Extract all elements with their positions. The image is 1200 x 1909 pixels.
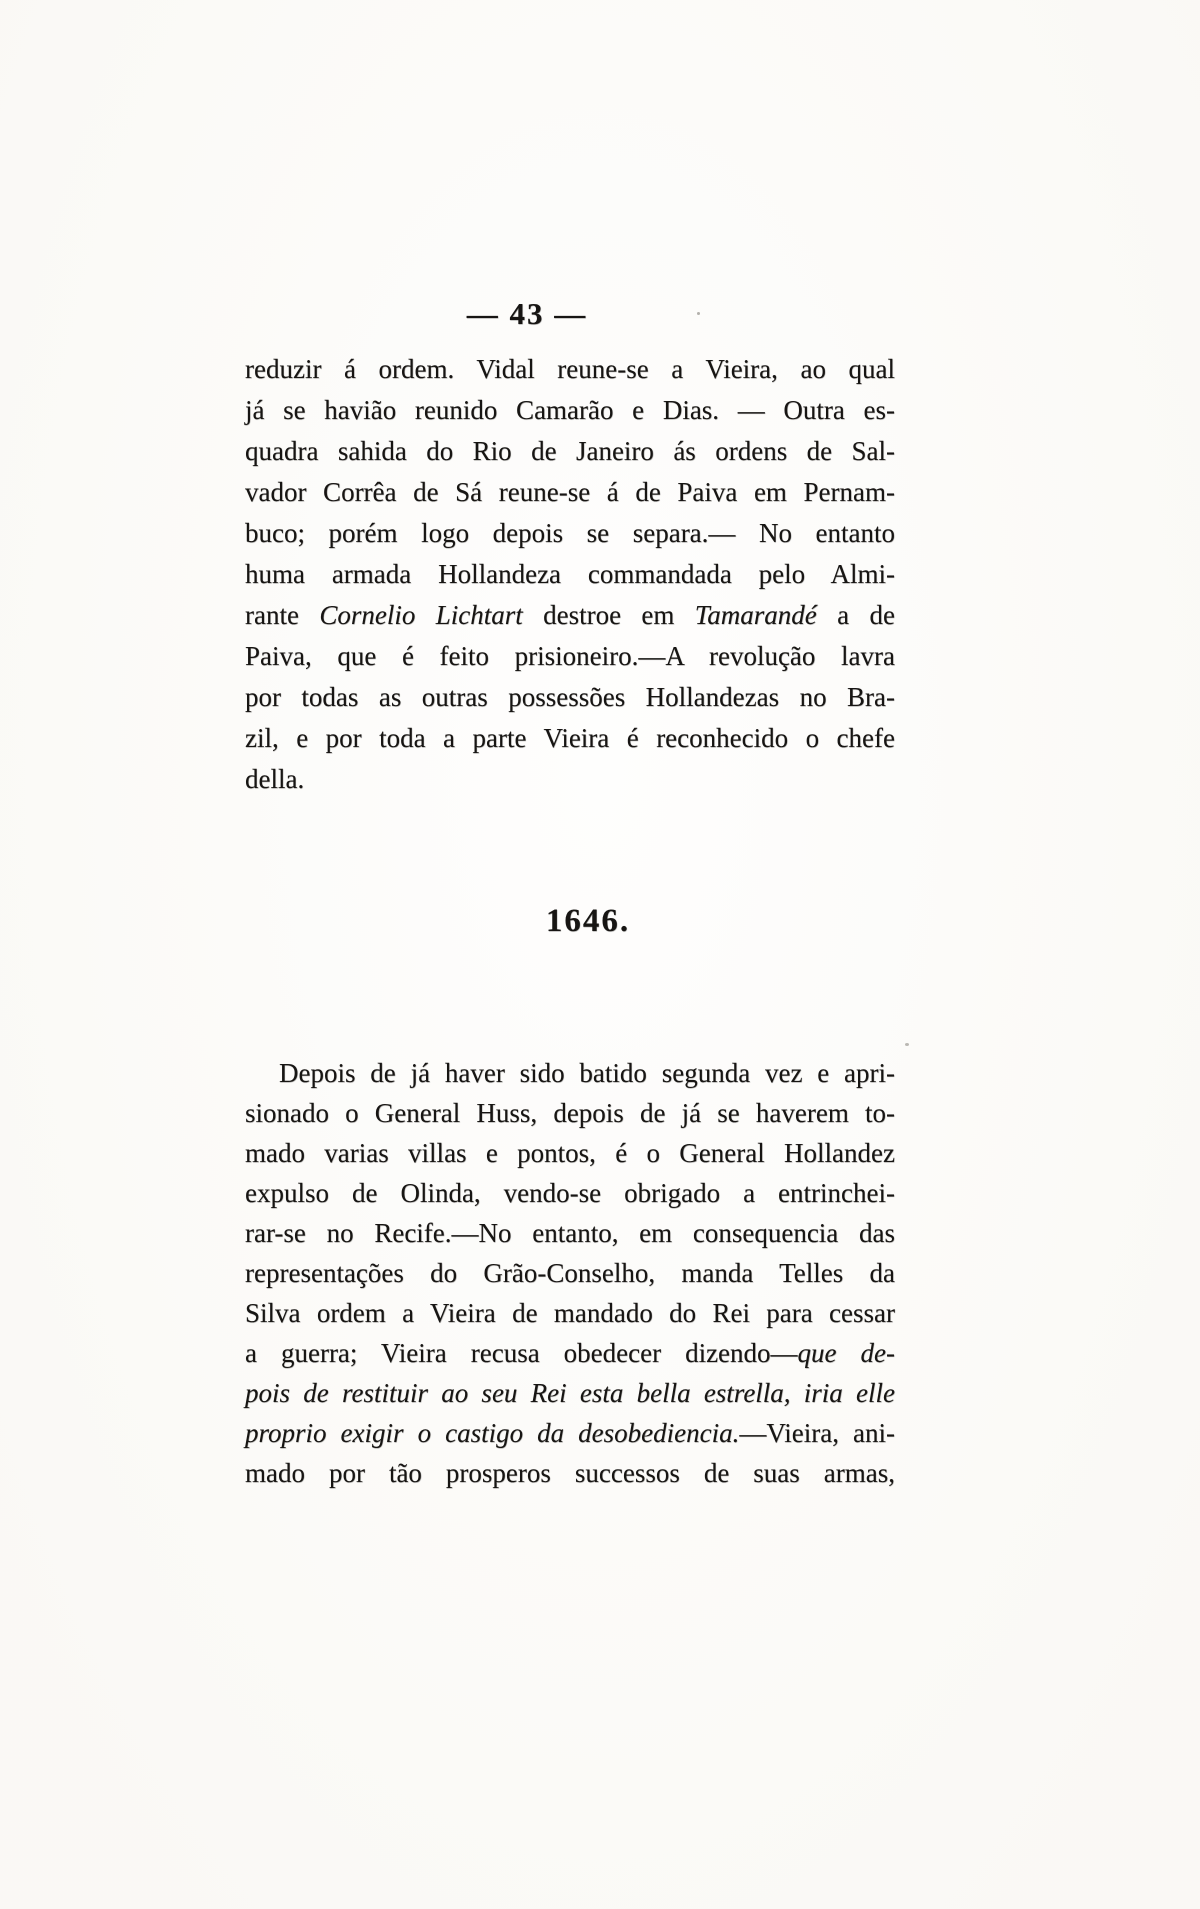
text-line [245,390,895,431]
text-line [245,349,895,390]
text-line [245,677,895,718]
scan-speck [524,703,526,705]
text-segment: Silva ordem a Vieira de mandado do Rei para cessar [245,1298,895,1328]
text-segment: Depois de já haver sido batido segunda vez e apri- [279,1058,895,1088]
text-line [245,554,895,595]
text-segment: a de [816,600,895,630]
text-line [245,1173,895,1213]
text-segment: vador Corrêa de Sá reune-se á de Paiva em Pernam- [245,477,895,507]
text-line [245,1373,895,1413]
text-segment: mado por tão prosperos successos de suas armas, [245,1458,895,1488]
text-line [245,718,895,759]
text-segment: della. [245,764,305,794]
text-segment: a guerra; Vieira recusa obedecer dizendo— [245,1338,798,1368]
text-segment: Paiva, que é feito prisioneiro.—A revolução lavra [245,641,895,671]
text-segment: por todas as outras possessões Hollandezas no Bra- [245,682,895,712]
text-segment: rante [245,600,320,630]
text-segment: sionado o General Huss, depois de já se haverem to- [245,1098,895,1128]
paragraph [245,1053,895,1493]
text-segment: já se havião reunido Camarão e Dias. — Outra es- [245,395,895,425]
year-heading: 1646. [545,903,631,939]
text-line [245,636,895,677]
text-line [245,1453,895,1493]
italic-text-segment: pois de restituir ao seu Rei esta bella estrella, iria elle [245,1378,895,1408]
text-line [245,1093,895,1133]
text-segment: reduzir á ordem. Vidal reune-se a Vieira, ao qual [245,354,895,384]
scan-speck [905,1043,909,1046]
italic-text-segment: Cornelio Lichtart [319,600,523,630]
text-line [245,1053,895,1093]
paragraph [245,349,895,800]
text-segment: expulso de Olinda, vendo-se obrigado a entrinchei- [245,1178,895,1208]
text-line [245,472,895,513]
text-segment: representações do Grão-Conselho, manda Telles da [245,1258,895,1288]
text-segment: huma armada Hollandeza commandada pelo Almi- [245,559,895,589]
text-line [245,595,895,636]
italic-text-segment: Tamarandé [694,600,817,630]
text-segment: quadra sahida do Rio de Janeiro ás ordens de Sal- [245,436,895,466]
scan-speck [697,312,700,315]
text-line [245,513,895,554]
text-line [245,1333,895,1373]
text-segment: rar-se no Recife.—No entanto, em consequencia das [245,1218,895,1248]
page-number: — 43 — [466,296,588,331]
text-segment: zil, e por toda a parte Vieira é reconhecido o chefe [245,723,895,753]
text-segment: mado varias villas e pontos, é o General Hollandez [245,1138,895,1168]
text-segment: —Vieira, ani- [739,1418,895,1448]
text-line [245,1213,895,1253]
text-line [245,1133,895,1173]
italic-text-segment: que de- [797,1338,895,1368]
text-segment: destroe em [522,600,695,630]
text-segment: buco; porém logo depois se separa.— No entanto [245,518,895,548]
text-line [245,1413,895,1453]
text-line [245,1253,895,1293]
text-line [245,431,895,472]
text-line [245,759,895,800]
text-line [245,1293,895,1333]
italic-text-segment: proprio exigir o castigo da desobediencia. [245,1418,740,1448]
